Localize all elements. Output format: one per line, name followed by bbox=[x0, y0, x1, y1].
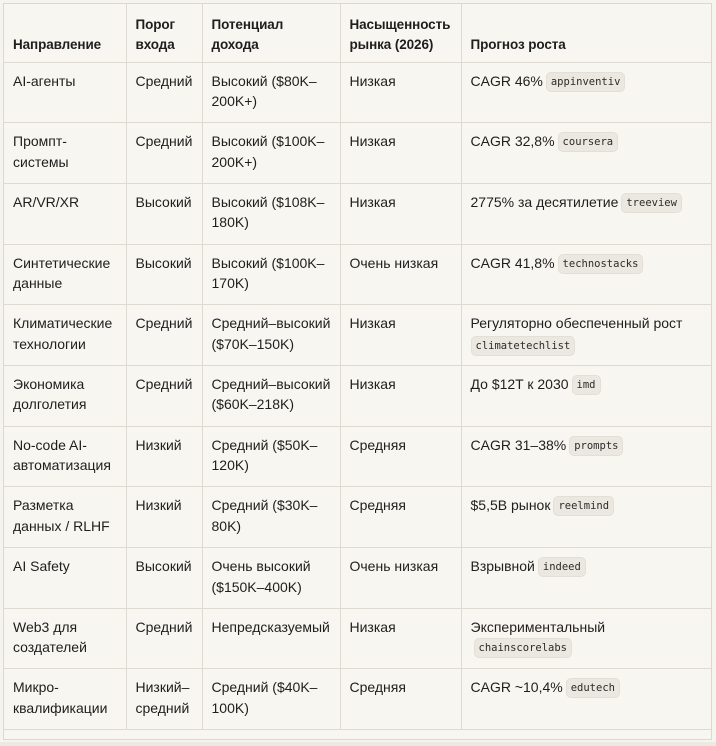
table-row bbox=[4, 123, 711, 184]
header-direction: Направление bbox=[4, 4, 126, 62]
comparison-table bbox=[4, 4, 711, 730]
forecast-text: CAGR 41,8% bbox=[470, 254, 555, 271]
cell-barrier: Средний bbox=[126, 365, 202, 426]
source-citation-badge[interactable]: treeview bbox=[621, 193, 682, 213]
cell-direction: Промпт-системы bbox=[4, 123, 126, 184]
cell-forecast bbox=[461, 608, 711, 669]
forecast-text: $5,5B рынок bbox=[470, 497, 551, 514]
source-citation-badge[interactable]: edutech bbox=[566, 678, 620, 698]
cell-saturation: Средняя bbox=[340, 487, 461, 548]
cell-income: Непредсказуемый bbox=[202, 608, 340, 669]
cell-saturation: Средняя bbox=[340, 669, 461, 730]
cell-saturation: Низкая bbox=[340, 123, 461, 184]
header-saturation: Насыщенность рынка (2026) bbox=[340, 4, 461, 62]
cell-barrier: Высокий bbox=[126, 244, 202, 305]
forecast-text: CAGR ~10,4% bbox=[470, 679, 563, 696]
source-citation-badge[interactable]: technostacks bbox=[558, 254, 644, 274]
cell-direction: Разметка данных / RLHF bbox=[4, 487, 126, 548]
cell-forecast bbox=[461, 62, 711, 123]
cell-forecast bbox=[461, 244, 711, 305]
cell-barrier: Низкий bbox=[126, 426, 202, 487]
cell-saturation: Низкая bbox=[340, 365, 461, 426]
cell-barrier: Низкий–средний bbox=[126, 669, 202, 730]
cell-income: Высокий ($80K–200K+) bbox=[202, 62, 340, 123]
cell-income: Средний ($40K–100K) bbox=[202, 669, 340, 730]
cell-saturation: Низкая bbox=[340, 62, 461, 123]
source-citation-badge[interactable]: imd bbox=[572, 375, 601, 395]
cell-forecast bbox=[461, 487, 711, 548]
cell-income: Очень высокий ($150K–400K) bbox=[202, 548, 340, 609]
table-row bbox=[4, 305, 711, 366]
cell-barrier: Средний bbox=[126, 305, 202, 366]
cell-forecast bbox=[461, 426, 711, 487]
cell-forecast bbox=[461, 365, 711, 426]
cell-direction: AI Safety bbox=[4, 548, 126, 609]
cell-direction: Климатические технологии bbox=[4, 305, 126, 366]
source-citation-badge[interactable]: reelmind bbox=[553, 496, 614, 516]
cell-saturation: Очень низкая bbox=[340, 244, 461, 305]
comparison-table-container bbox=[3, 3, 712, 740]
cell-direction: AR/VR/XR bbox=[4, 183, 126, 244]
table-row bbox=[4, 426, 711, 487]
table-header-row bbox=[4, 4, 711, 62]
forecast-text: Экспериментальный bbox=[470, 618, 606, 635]
cell-direction: Микро-квалификации bbox=[4, 669, 126, 730]
header-barrier: Порог входа bbox=[126, 4, 202, 62]
table-row bbox=[4, 548, 711, 609]
cell-saturation: Средняя bbox=[340, 426, 461, 487]
source-citation-badge[interactable]: climatetechlist bbox=[471, 336, 576, 356]
cell-barrier: Средний bbox=[126, 123, 202, 184]
cell-forecast bbox=[461, 669, 711, 730]
source-citation-badge[interactable]: appinventiv bbox=[546, 72, 626, 92]
cell-forecast bbox=[461, 183, 711, 244]
header-forecast: Прогноз роста bbox=[461, 4, 711, 62]
cell-forecast bbox=[461, 548, 711, 609]
cell-saturation: Низкая bbox=[340, 608, 461, 669]
source-citation-badge[interactable]: prompts bbox=[569, 436, 623, 456]
table-row bbox=[4, 608, 711, 669]
forecast-text: До $12T к 2030 bbox=[470, 375, 569, 392]
source-citation-badge[interactable]: indeed bbox=[538, 557, 586, 577]
source-citation-badge[interactable]: chainscorelabs bbox=[474, 638, 573, 658]
table-row bbox=[4, 365, 711, 426]
cell-income: Средний ($30K–80K) bbox=[202, 487, 340, 548]
forecast-text: CAGR 46% bbox=[470, 72, 543, 89]
cell-forecast bbox=[461, 305, 711, 366]
table-row bbox=[4, 669, 711, 730]
cell-saturation: Низкая bbox=[340, 305, 461, 366]
cell-income: Высокий ($100K–170K) bbox=[202, 244, 340, 305]
header-income: Потенциал дохода bbox=[202, 4, 340, 62]
cell-income: Средний ($50K–120K) bbox=[202, 426, 340, 487]
table-row bbox=[4, 183, 711, 244]
cell-income: Высокий ($100K–200K+) bbox=[202, 123, 340, 184]
cell-income: Высокий ($108K–180K) bbox=[202, 183, 340, 244]
cell-direction: Экономика долголетия bbox=[4, 365, 126, 426]
cell-income: Средний–высокий ($70K–150K) bbox=[202, 305, 340, 366]
source-citation-badge[interactable]: coursera bbox=[558, 132, 619, 152]
cell-barrier: Низкий bbox=[126, 487, 202, 548]
forecast-text: 2775% за десятилетие bbox=[470, 193, 619, 210]
cell-direction: AI-агенты bbox=[4, 62, 126, 123]
cell-income: Средний–высокий ($60K–218K) bbox=[202, 365, 340, 426]
cell-barrier: Средний bbox=[126, 608, 202, 669]
cell-barrier: Высокий bbox=[126, 183, 202, 244]
cell-direction: Web3 для создателей bbox=[4, 608, 126, 669]
cell-barrier: Высокий bbox=[126, 548, 202, 609]
forecast-text: CAGR 31–38% bbox=[470, 436, 567, 453]
table-row bbox=[4, 62, 711, 123]
table-row bbox=[4, 487, 711, 548]
forecast-text: CAGR 32,8% bbox=[470, 133, 555, 150]
forecast-text: Взрывной bbox=[470, 558, 535, 574]
cell-barrier: Средний bbox=[126, 62, 202, 123]
cell-forecast bbox=[461, 123, 711, 184]
bottom-edge bbox=[0, 742, 716, 746]
forecast-text: Регуляторно обеспеченный рост bbox=[470, 315, 683, 332]
table-row bbox=[4, 244, 711, 305]
cell-saturation: Очень низкая bbox=[340, 548, 461, 609]
cell-direction: No-code AI-автоматизация bbox=[4, 426, 126, 487]
cell-saturation: Низкая bbox=[340, 183, 461, 244]
cell-direction: Синтетические данные bbox=[4, 244, 126, 305]
